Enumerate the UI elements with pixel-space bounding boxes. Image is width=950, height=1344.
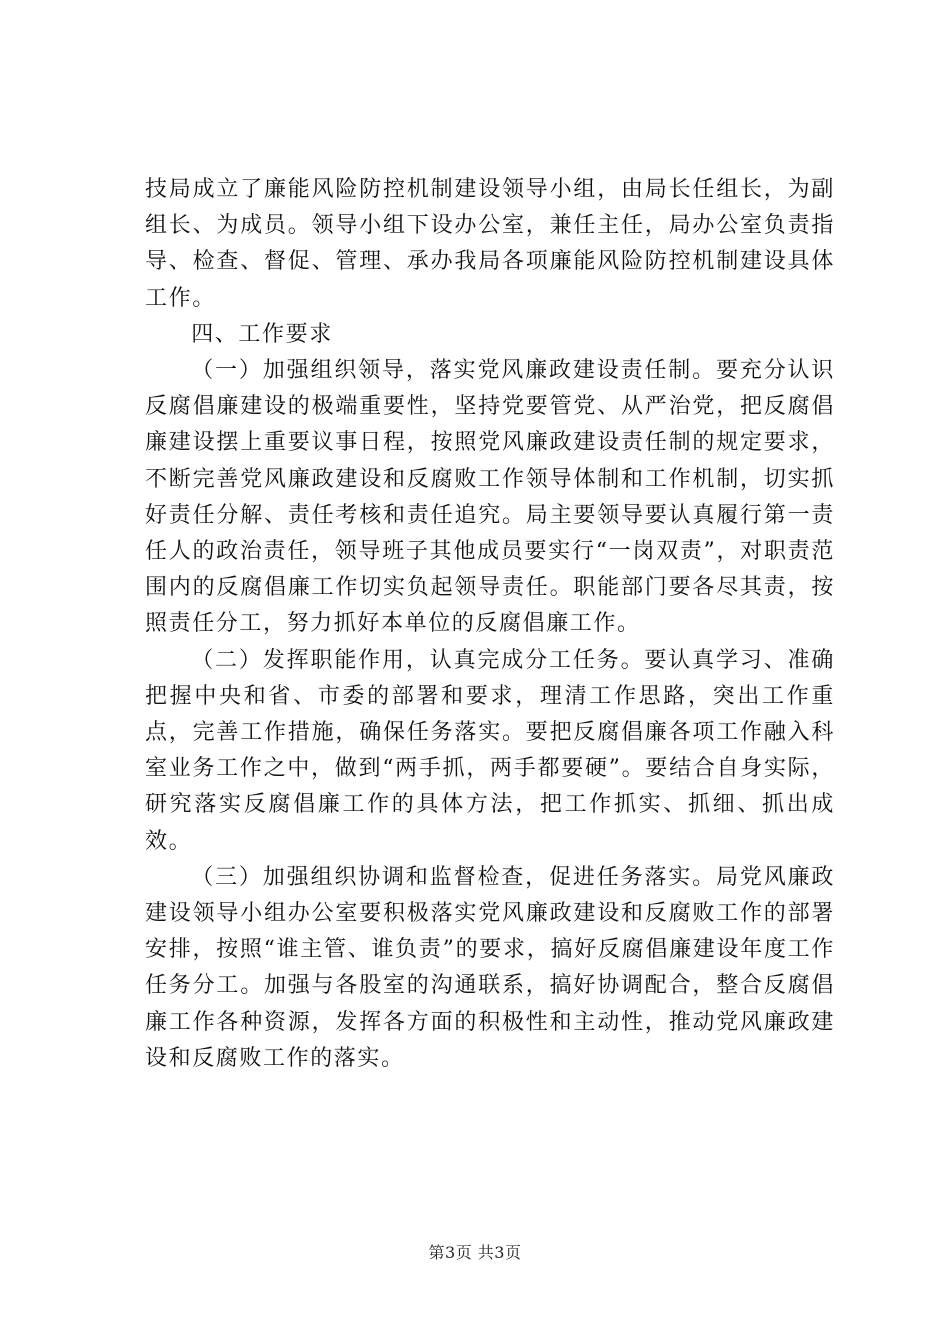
paragraph-continuation: 技局成立了廉能风险防控机制建设领导小组，由局长任组长，为副组长、为成员。领导小组下设办公室，兼任主任，局办公室负责指导、检查、督促、管理、承办我局各项廉能风险防控机制建设具体工作。 [145, 177, 835, 311]
document-body [145, 172, 835, 1077]
paragraph-requirement-3: （三）加强组织协调和监督检查，促进任务落实。局党风廉政建设领导小组办公室要积极落实党风廉政建设和反腐败工作的部署安排，按照“谁主管、谁负责”的要求，搞好反腐倡廉建设年度工作任务分工。加强与各股室的沟通联系，搞好协调配合，整合反腐倡廉工作各种资源，发挥各方面的积极性和主动性，推动党风廉政建设和反腐败工作的落实。 [145, 864, 835, 1071]
section-heading-work-requirements: 四、工作要求 [191, 321, 333, 347]
page-footer [0, 1243, 950, 1263]
page-number-label: 第3页 共3页 [428, 1243, 522, 1262]
paragraph-requirement-2: （二）发挥职能作用，认真完成分工任务。要认真学习、准确把握中央和省、市委的部署和要求，理清工作思路，突出工作重点，完善工作措施，确保任务落实。要把反腐倡廉各项工作融入科室业务工作之中，做到“两手抓，两手都要硬”。要结合自身实际，研究落实反腐倡廉工作的具体方法，把工作抓实、抓细、抓出成效。 [145, 647, 835, 854]
paragraph-requirement-1: （一）加强组织领导，落实党风廉政建设责任制。要充分认识反腐倡廉建设的极端重要性，坚持党要管党、从严治党，把反腐倡廉建设摆上重要议事日程，按照党风廉政建设责任制的规定要求，不断完善党风廉政建设和反腐败工作领导体制和工作机制，切实抓好责任分解、责任考核和责任追究。局主要领导要认真履行第一责任人的政治责任，领导班子其他成员要实行“一岗双责”，对职责范围内的反腐倡廉工作切实负起领导责任。职能部门要各尽其责，按照责任分工，努力抓好本单位的反腐倡廉工作。 [145, 358, 835, 637]
